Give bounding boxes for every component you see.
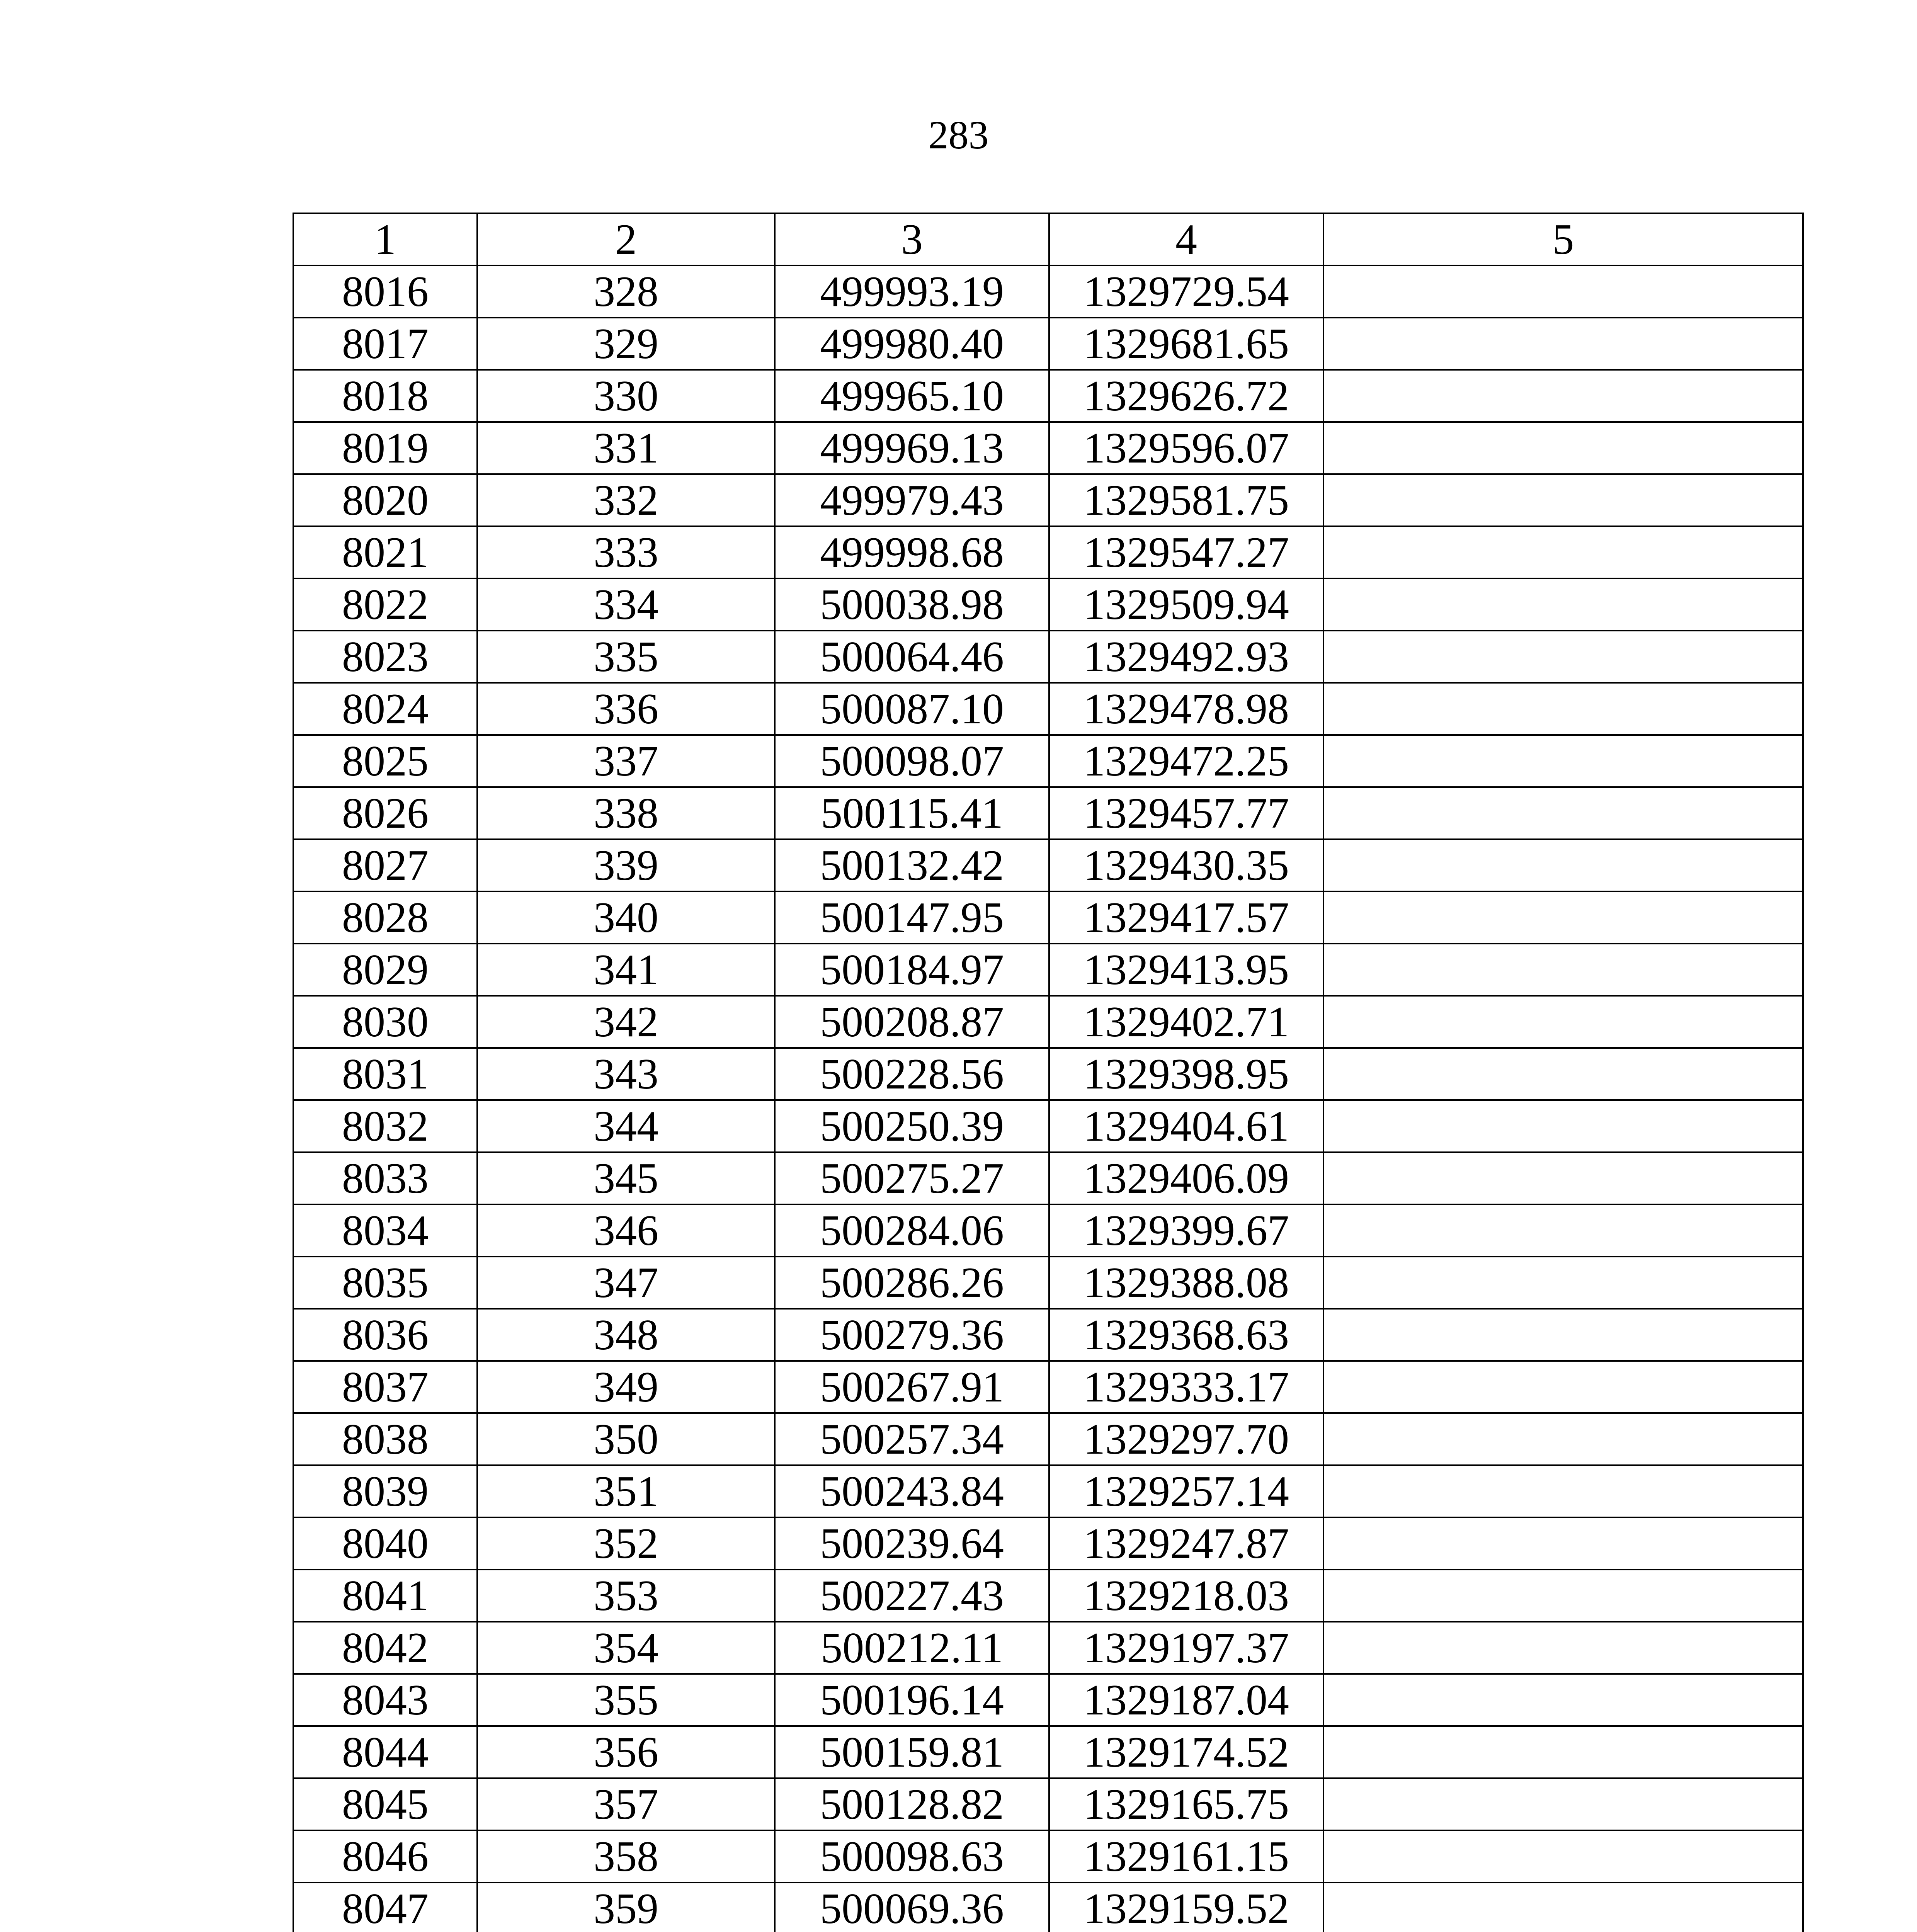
note-cell	[1323, 1257, 1803, 1309]
vertex-number-cell: 345	[477, 1152, 775, 1204]
point-number-cell: 8016	[293, 265, 477, 318]
note-cell	[1323, 1883, 1803, 1932]
y-coordinate-cell: 1329626.72	[1049, 370, 1323, 422]
y-coordinate-cell: 1329333.17	[1049, 1361, 1323, 1413]
note-cell	[1323, 474, 1803, 526]
table-row	[293, 1465, 1803, 1517]
table-row	[293, 631, 1803, 683]
vertex-number-cell: 346	[477, 1204, 775, 1257]
point-number-cell: 8037	[293, 1361, 477, 1413]
note-cell	[1323, 683, 1803, 735]
x-coordinate-cell: 500184.97	[775, 944, 1049, 996]
point-number-cell: 8032	[293, 1100, 477, 1152]
x-coordinate-cell: 500250.39	[775, 1100, 1049, 1152]
table-row	[293, 1517, 1803, 1570]
y-coordinate-cell: 1329492.93	[1049, 631, 1323, 683]
x-coordinate-cell: 499965.10	[775, 370, 1049, 422]
vertex-number-cell: 332	[477, 474, 775, 526]
table-row	[293, 1413, 1803, 1465]
y-coordinate-cell: 1329174.52	[1049, 1726, 1323, 1778]
note-cell	[1323, 1413, 1803, 1465]
note-cell	[1323, 1570, 1803, 1622]
y-coordinate-cell: 1329547.27	[1049, 526, 1323, 578]
table-row	[293, 1830, 1803, 1883]
vertex-number-cell: 347	[477, 1257, 775, 1309]
x-coordinate-cell: 500087.10	[775, 683, 1049, 735]
point-number-cell: 8033	[293, 1152, 477, 1204]
x-coordinate-cell: 500128.82	[775, 1778, 1049, 1830]
point-number-cell: 8030	[293, 996, 477, 1048]
table-row	[293, 422, 1803, 474]
note-cell	[1323, 787, 1803, 839]
column-header-1: 1	[293, 213, 477, 265]
note-cell	[1323, 1465, 1803, 1517]
x-coordinate-cell: 500284.06	[775, 1204, 1049, 1257]
y-coordinate-cell: 1329197.37	[1049, 1622, 1323, 1674]
note-cell	[1323, 526, 1803, 578]
point-number-cell: 8023	[293, 631, 477, 683]
note-cell	[1323, 1674, 1803, 1726]
column-header-3: 3	[775, 213, 1049, 265]
point-number-cell: 8026	[293, 787, 477, 839]
table-row	[293, 1726, 1803, 1778]
y-coordinate-cell: 1329478.98	[1049, 683, 1323, 735]
table-row	[293, 683, 1803, 735]
note-cell	[1323, 1361, 1803, 1413]
coordinates-table	[293, 213, 1804, 1932]
y-coordinate-cell: 1329596.07	[1049, 422, 1323, 474]
note-cell	[1323, 944, 1803, 996]
note-cell	[1323, 1830, 1803, 1883]
note-cell	[1323, 1100, 1803, 1152]
point-number-cell: 8018	[293, 370, 477, 422]
point-number-cell: 8035	[293, 1257, 477, 1309]
vertex-number-cell: 336	[477, 683, 775, 735]
point-number-cell: 8036	[293, 1309, 477, 1361]
note-cell	[1323, 370, 1803, 422]
note-cell	[1323, 891, 1803, 944]
vertex-number-cell: 342	[477, 996, 775, 1048]
table-row	[293, 735, 1803, 787]
note-cell	[1323, 631, 1803, 683]
vertex-number-cell: 344	[477, 1100, 775, 1152]
vertex-number-cell: 353	[477, 1570, 775, 1622]
note-cell	[1323, 1517, 1803, 1570]
x-coordinate-cell: 500267.91	[775, 1361, 1049, 1413]
table-row	[293, 839, 1803, 891]
vertex-number-cell: 348	[477, 1309, 775, 1361]
y-coordinate-cell: 1329165.75	[1049, 1778, 1323, 1830]
note-cell	[1323, 996, 1803, 1048]
vertex-number-cell: 355	[477, 1674, 775, 1726]
vertex-number-cell: 331	[477, 422, 775, 474]
y-coordinate-cell: 1329729.54	[1049, 265, 1323, 318]
x-coordinate-cell: 500159.81	[775, 1726, 1049, 1778]
vertex-number-cell: 333	[477, 526, 775, 578]
vertex-number-cell: 359	[477, 1883, 775, 1932]
table-row	[293, 891, 1803, 944]
note-cell	[1323, 1152, 1803, 1204]
note-cell	[1323, 578, 1803, 631]
vertex-number-cell: 343	[477, 1048, 775, 1100]
x-coordinate-cell: 500227.43	[775, 1570, 1049, 1622]
note-cell	[1323, 1622, 1803, 1674]
vertex-number-cell: 358	[477, 1830, 775, 1883]
x-coordinate-cell: 500257.34	[775, 1413, 1049, 1465]
note-cell	[1323, 735, 1803, 787]
column-header-4: 4	[1049, 213, 1323, 265]
note-cell	[1323, 1726, 1803, 1778]
note-cell	[1323, 1204, 1803, 1257]
x-coordinate-cell: 500212.11	[775, 1622, 1049, 1674]
point-number-cell: 8022	[293, 578, 477, 631]
vertex-number-cell: 337	[477, 735, 775, 787]
y-coordinate-cell: 1329430.35	[1049, 839, 1323, 891]
note-cell	[1323, 1309, 1803, 1361]
vertex-number-cell: 351	[477, 1465, 775, 1517]
vertex-number-cell: 338	[477, 787, 775, 839]
table-row	[293, 318, 1803, 370]
vertex-number-cell: 334	[477, 578, 775, 631]
y-coordinate-cell: 1329161.15	[1049, 1830, 1323, 1883]
point-number-cell: 8021	[293, 526, 477, 578]
vertex-number-cell: 356	[477, 1726, 775, 1778]
point-number-cell: 8038	[293, 1413, 477, 1465]
table-row	[293, 1674, 1803, 1726]
table-row	[293, 1048, 1803, 1100]
x-coordinate-cell: 500275.27	[775, 1152, 1049, 1204]
point-number-cell: 8042	[293, 1622, 477, 1674]
y-coordinate-cell: 1329457.77	[1049, 787, 1323, 839]
y-coordinate-cell: 1329218.03	[1049, 1570, 1323, 1622]
point-number-cell: 8029	[293, 944, 477, 996]
vertex-number-cell: 352	[477, 1517, 775, 1570]
x-coordinate-cell: 500098.63	[775, 1830, 1049, 1883]
y-coordinate-cell: 1329402.71	[1049, 996, 1323, 1048]
vertex-number-cell: 329	[477, 318, 775, 370]
y-coordinate-cell: 1329187.04	[1049, 1674, 1323, 1726]
x-coordinate-cell: 499969.13	[775, 422, 1049, 474]
vertex-number-cell: 354	[477, 1622, 775, 1674]
y-coordinate-cell: 1329159.52	[1049, 1883, 1323, 1932]
point-number-cell: 8039	[293, 1465, 477, 1517]
point-number-cell: 8020	[293, 474, 477, 526]
point-number-cell: 8041	[293, 1570, 477, 1622]
x-coordinate-cell: 500098.07	[775, 735, 1049, 787]
column-header-5: 5	[1323, 213, 1803, 265]
table-body	[293, 265, 1803, 1932]
table-row	[293, 1152, 1803, 1204]
note-cell	[1323, 1048, 1803, 1100]
point-number-cell: 8019	[293, 422, 477, 474]
table-row	[293, 1257, 1803, 1309]
table-row	[293, 526, 1803, 578]
x-coordinate-cell: 499980.40	[775, 318, 1049, 370]
y-coordinate-cell: 1329404.61	[1049, 1100, 1323, 1152]
table-row	[293, 787, 1803, 839]
note-cell	[1323, 422, 1803, 474]
x-coordinate-cell: 500115.41	[775, 787, 1049, 839]
vertex-number-cell: 330	[477, 370, 775, 422]
table-row	[293, 370, 1803, 422]
table-row	[293, 944, 1803, 996]
y-coordinate-cell: 1329257.14	[1049, 1465, 1323, 1517]
y-coordinate-cell: 1329399.67	[1049, 1204, 1323, 1257]
point-number-cell: 8043	[293, 1674, 477, 1726]
y-coordinate-cell: 1329509.94	[1049, 578, 1323, 631]
note-cell	[1323, 265, 1803, 318]
x-coordinate-cell: 500064.46	[775, 631, 1049, 683]
y-coordinate-cell: 1329581.75	[1049, 474, 1323, 526]
vertex-number-cell: 339	[477, 839, 775, 891]
x-coordinate-cell: 500243.84	[775, 1465, 1049, 1517]
x-coordinate-cell: 499979.43	[775, 474, 1049, 526]
vertex-number-cell: 340	[477, 891, 775, 944]
page-number: 283	[928, 113, 989, 157]
x-coordinate-cell: 500286.26	[775, 1257, 1049, 1309]
x-coordinate-cell: 500196.14	[775, 1674, 1049, 1726]
vertex-number-cell: 328	[477, 265, 775, 318]
y-coordinate-cell: 1329368.63	[1049, 1309, 1323, 1361]
x-coordinate-cell: 500228.56	[775, 1048, 1049, 1100]
table-row	[293, 1204, 1803, 1257]
x-coordinate-cell: 500147.95	[775, 891, 1049, 944]
x-coordinate-cell: 500279.36	[775, 1309, 1049, 1361]
point-number-cell: 8017	[293, 318, 477, 370]
table-row	[293, 1309, 1803, 1361]
y-coordinate-cell: 1329417.57	[1049, 891, 1323, 944]
table-row	[293, 265, 1803, 318]
vertex-number-cell: 349	[477, 1361, 775, 1413]
y-coordinate-cell: 1329406.09	[1049, 1152, 1323, 1204]
y-coordinate-cell: 1329398.95	[1049, 1048, 1323, 1100]
point-number-cell: 8046	[293, 1830, 477, 1883]
point-number-cell: 8047	[293, 1883, 477, 1932]
y-coordinate-cell: 1329388.08	[1049, 1257, 1323, 1309]
table-row	[293, 996, 1803, 1048]
point-number-cell: 8040	[293, 1517, 477, 1570]
y-coordinate-cell: 1329472.25	[1049, 735, 1323, 787]
table-row	[293, 1570, 1803, 1622]
table-row	[293, 1361, 1803, 1413]
x-coordinate-cell: 499993.19	[775, 265, 1049, 318]
point-number-cell: 8045	[293, 1778, 477, 1830]
vertex-number-cell: 341	[477, 944, 775, 996]
vertex-number-cell: 357	[477, 1778, 775, 1830]
note-cell	[1323, 1778, 1803, 1830]
point-number-cell: 8044	[293, 1726, 477, 1778]
point-number-cell: 8034	[293, 1204, 477, 1257]
x-coordinate-cell: 499998.68	[775, 526, 1049, 578]
x-coordinate-cell: 500239.64	[775, 1517, 1049, 1570]
x-coordinate-cell: 500208.87	[775, 996, 1049, 1048]
x-coordinate-cell: 500069.36	[775, 1883, 1049, 1932]
x-coordinate-cell: 500132.42	[775, 839, 1049, 891]
y-coordinate-cell: 1329297.70	[1049, 1413, 1323, 1465]
table-row	[293, 474, 1803, 526]
table-row	[293, 1622, 1803, 1674]
column-header-2: 2	[477, 213, 775, 265]
x-coordinate-cell: 500038.98	[775, 578, 1049, 631]
table-row	[293, 578, 1803, 631]
point-number-cell: 8027	[293, 839, 477, 891]
y-coordinate-cell: 1329247.87	[1049, 1517, 1323, 1570]
point-number-cell: 8024	[293, 683, 477, 735]
table-row	[293, 1778, 1803, 1830]
y-coordinate-cell: 1329681.65	[1049, 318, 1323, 370]
table-row	[293, 1883, 1803, 1932]
point-number-cell: 8028	[293, 891, 477, 944]
y-coordinate-cell: 1329413.95	[1049, 944, 1323, 996]
note-cell	[1323, 839, 1803, 891]
point-number-cell: 8031	[293, 1048, 477, 1100]
vertex-number-cell: 350	[477, 1413, 775, 1465]
vertex-number-cell: 335	[477, 631, 775, 683]
note-cell	[1323, 318, 1803, 370]
table-header-row	[293, 213, 1803, 265]
table-row	[293, 1100, 1803, 1152]
point-number-cell: 8025	[293, 735, 477, 787]
